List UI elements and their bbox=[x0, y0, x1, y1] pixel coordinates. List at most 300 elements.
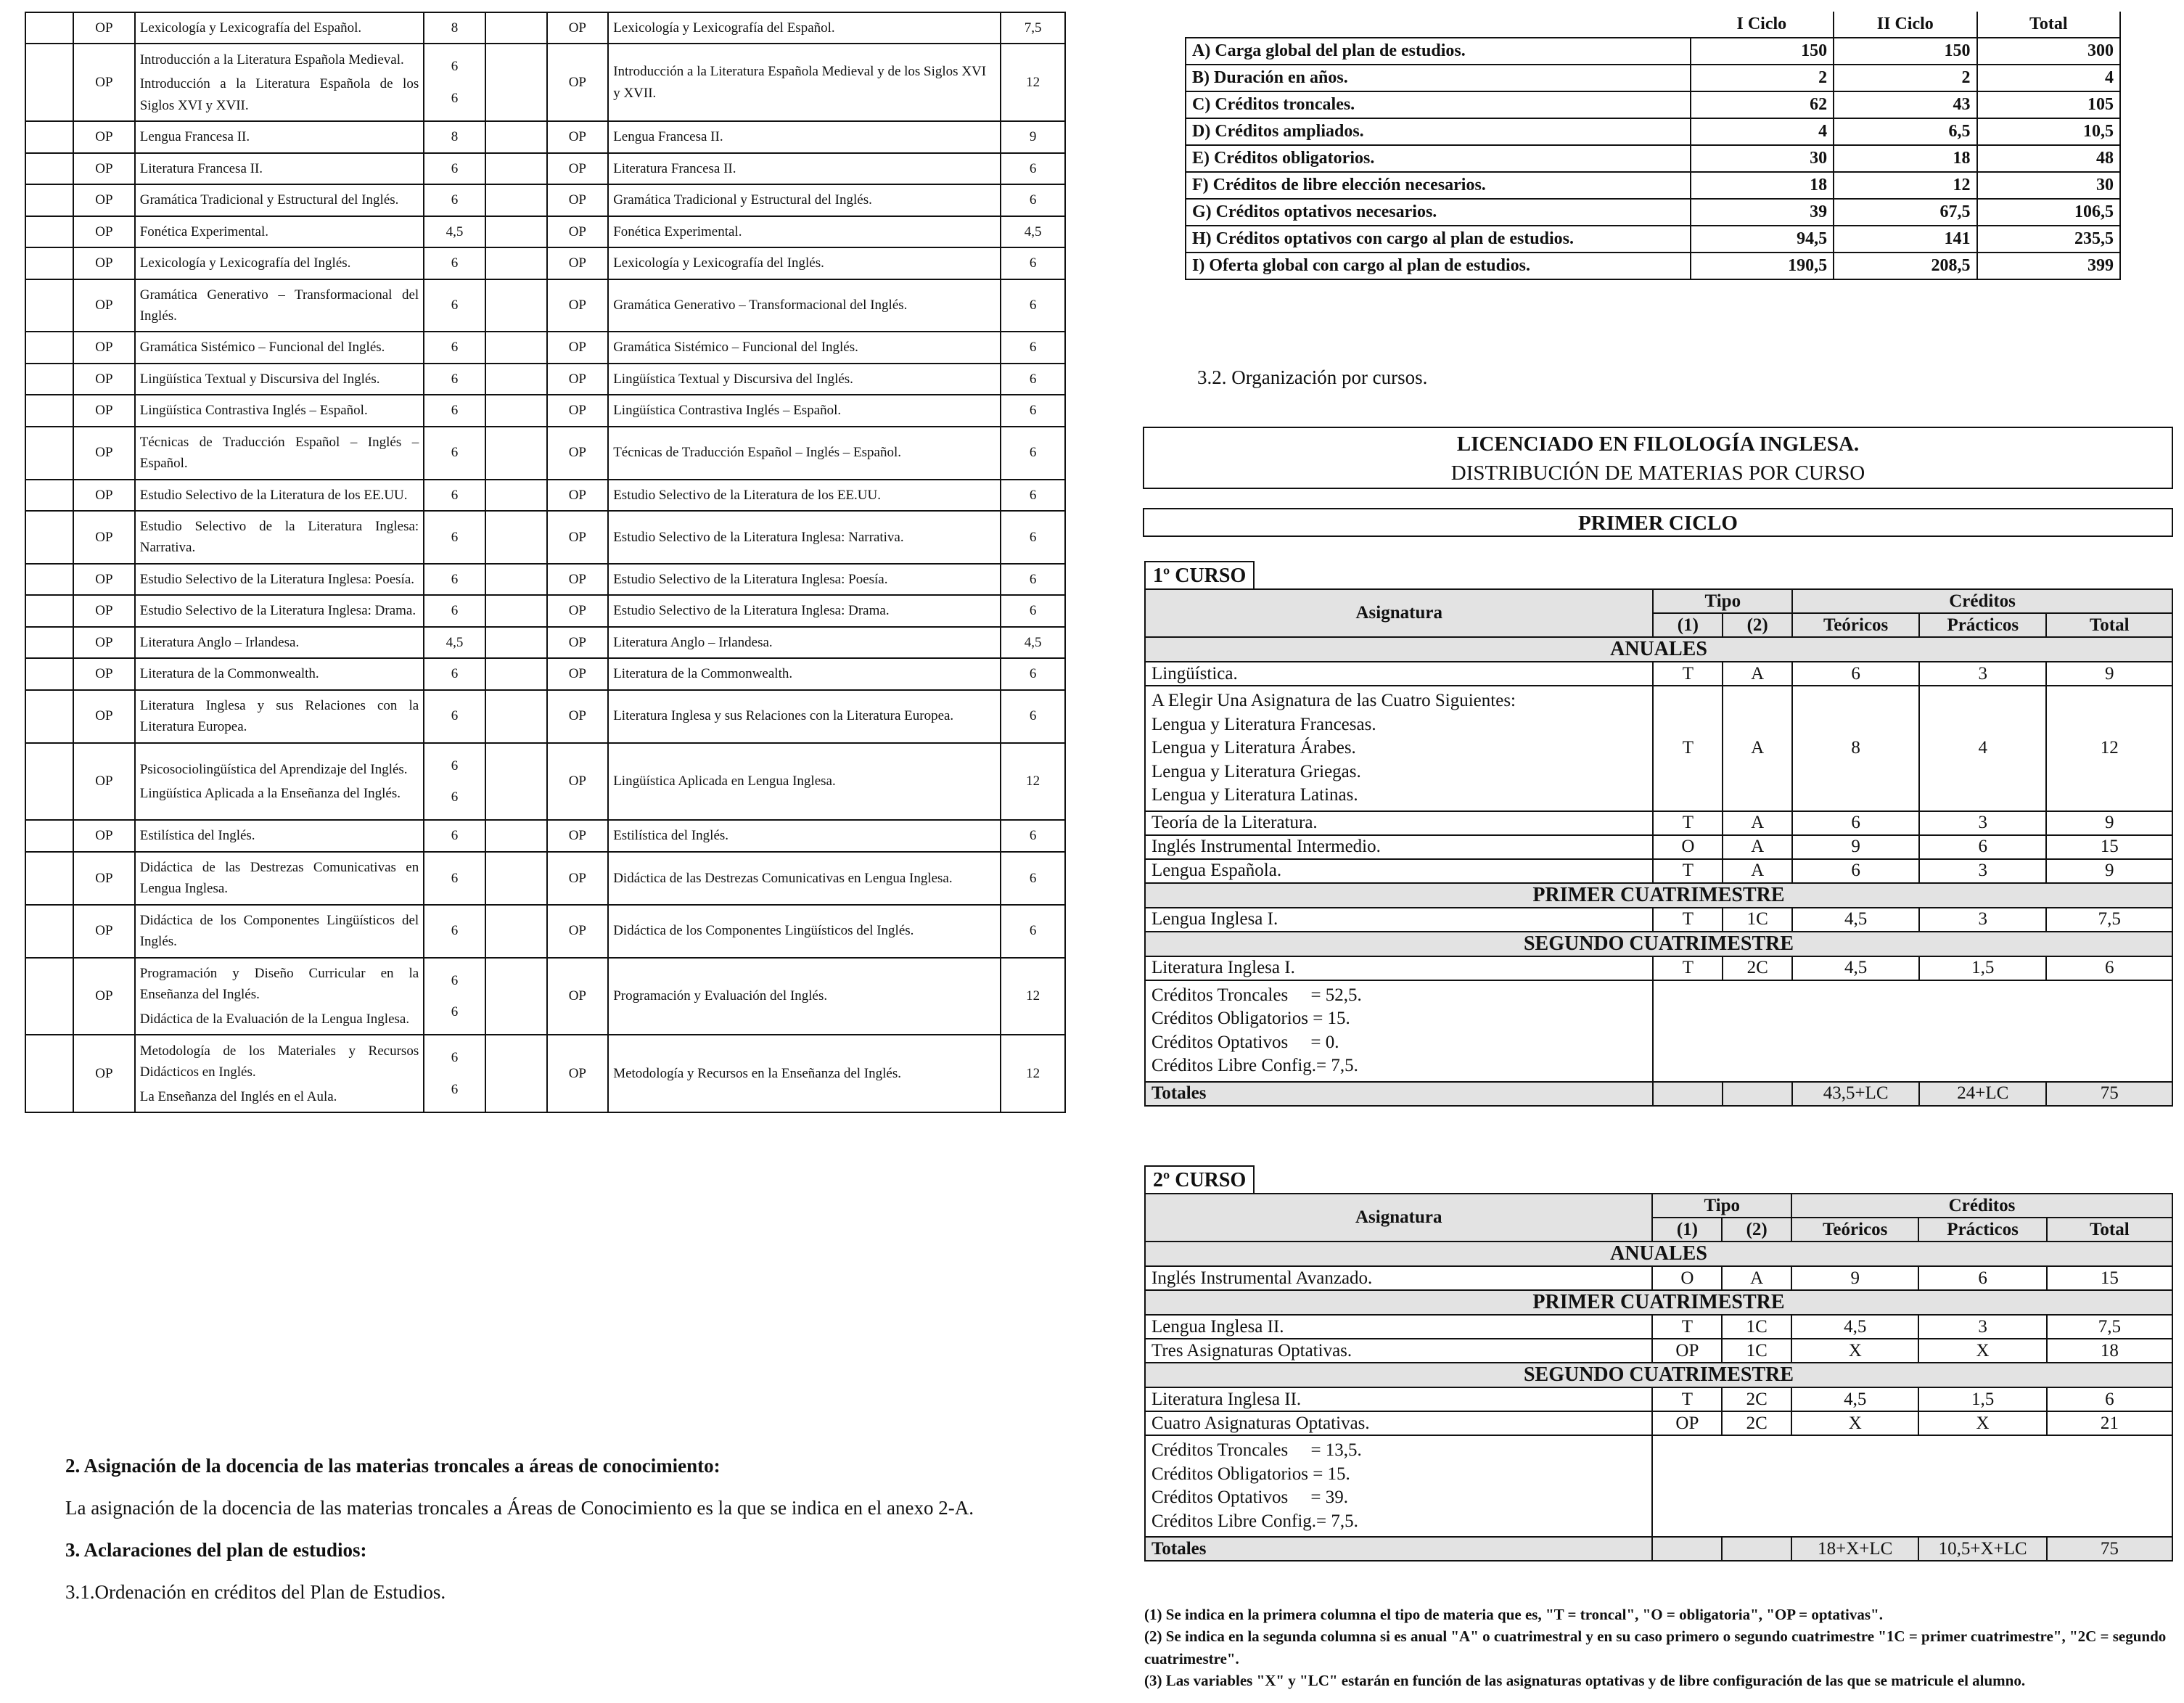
old-credits-text: 6 bbox=[451, 603, 459, 619]
table-row bbox=[1145, 811, 2172, 835]
table-row bbox=[1145, 835, 2172, 859]
course2-header-t2: (2) bbox=[1722, 1218, 1791, 1242]
empty-cell bbox=[485, 958, 547, 1035]
ciclo2-cell: 141 bbox=[1834, 226, 1976, 253]
course2-header-practicos: Prácticos bbox=[1918, 1218, 2046, 1242]
old-subject-cell bbox=[135, 852, 424, 905]
new-subject-cell: Estilística del Inglés. bbox=[608, 820, 1001, 851]
teoricos-cell: X bbox=[1791, 1339, 1918, 1363]
table-row bbox=[25, 658, 1065, 689]
summary-corner bbox=[1186, 12, 1691, 38]
old-credits-cell bbox=[424, 595, 485, 626]
new-type-cell: OP bbox=[547, 595, 609, 626]
course1-header-t1: (1) bbox=[1653, 613, 1723, 637]
teoricos-cell: 4,5 bbox=[1792, 956, 1919, 980]
total-cell: 7,5 bbox=[2047, 1315, 2172, 1339]
empty-cell bbox=[1652, 1435, 2172, 1537]
table-row bbox=[25, 690, 1065, 743]
table-row bbox=[1186, 91, 2120, 118]
course1-totales-label: Totales bbox=[1145, 1082, 1653, 1106]
empty-cell bbox=[1653, 1082, 1723, 1106]
old-subject-cell bbox=[135, 480, 424, 511]
course1-header-asignatura: Asignatura bbox=[1145, 589, 1653, 637]
summary-label-cell: A) Carga global del plan de estudios. bbox=[1186, 38, 1691, 65]
table-row bbox=[1145, 956, 2172, 980]
empty-cell bbox=[485, 332, 547, 363]
ciclo1-cell: 62 bbox=[1691, 91, 1834, 118]
section-3-1-paragraph: 3.1.Ordenación en créditos del Plan de Estudios. bbox=[65, 1580, 446, 1603]
empty-cell bbox=[25, 564, 73, 595]
old-subject-cell bbox=[135, 743, 424, 821]
elective-line: A Elegir Una Asignatura de las Cuatro Siguientes: bbox=[1151, 691, 1516, 710]
empty-cell bbox=[25, 427, 73, 480]
new-credits-cell: 6 bbox=[1001, 153, 1065, 184]
course2-header-teoricos: Teóricos bbox=[1791, 1218, 1918, 1242]
new-credits-cell: 9 bbox=[1001, 121, 1065, 152]
old-credits-cell bbox=[424, 658, 485, 689]
old-type-cell: OP bbox=[73, 332, 135, 363]
old-subject-text: Didáctica de los Componentes Lingüísticos del Inglés. bbox=[139, 912, 419, 950]
old-credits-cell bbox=[424, 564, 485, 595]
old-credits-text: 6 bbox=[451, 666, 459, 682]
total-cell: 235,5 bbox=[1977, 226, 2120, 253]
total-cell: 9 bbox=[2046, 811, 2172, 835]
old-type-cell: OP bbox=[73, 1035, 135, 1112]
new-subject-cell: Lingüística Contrastiva Inglés – Español. bbox=[608, 395, 1001, 426]
empty-cell bbox=[25, 184, 73, 216]
old-subject-text: Literatura Inglesa y sus Relaciones con la Literatura Europea. bbox=[139, 697, 419, 735]
footnote-3: (3) Las variables "X" y "LC" estarán en función de las asignaturas optativas y de libre configuración de las que se matricule el alumno. bbox=[1144, 1672, 2026, 1690]
new-subject-cell: Literatura Francesa II. bbox=[608, 153, 1001, 184]
new-subject-cell: Estudio Selectivo de la Literatura Inglesa: Narrativa. bbox=[608, 511, 1001, 564]
course2-totales-teoricos: 18+X+LC bbox=[1791, 1537, 1918, 1561]
empty-cell bbox=[25, 852, 73, 905]
tipo2-cell: 1C bbox=[1722, 1315, 1791, 1339]
old-credits-text: 6 bbox=[451, 1004, 459, 1019]
old-subject-cell bbox=[135, 153, 424, 184]
table-row bbox=[25, 627, 1065, 658]
summary-line: Créditos Libre Config.= 7,5. bbox=[1151, 1511, 1358, 1531]
course2-table bbox=[1144, 1193, 2173, 1562]
total-cell: 15 bbox=[2046, 835, 2172, 859]
old-credits-cell bbox=[424, 743, 485, 821]
empty-cell bbox=[485, 121, 547, 152]
new-type-cell: OP bbox=[547, 44, 609, 121]
old-credits-cell bbox=[424, 1035, 485, 1112]
old-type-cell: OP bbox=[73, 820, 135, 851]
organization-title: 3.2. Organización por cursos. bbox=[1197, 366, 1428, 388]
old-credits-text: 6 bbox=[451, 445, 459, 461]
empty-cell bbox=[485, 1035, 547, 1112]
total-cell: 30 bbox=[1977, 172, 2120, 199]
old-subject-text: Lengua Francesa II. bbox=[139, 129, 250, 145]
new-credits-cell: 6 bbox=[1001, 279, 1065, 332]
new-credits-cell: 12 bbox=[1001, 958, 1065, 1035]
empty-cell bbox=[25, 658, 73, 689]
course1-table bbox=[1144, 588, 2173, 1107]
new-subject-cell: Literatura de la Commonwealth. bbox=[608, 658, 1001, 689]
tipo1-cell: T bbox=[1653, 662, 1723, 686]
empty-cell bbox=[485, 12, 547, 44]
new-type-cell: OP bbox=[547, 216, 609, 247]
empty-cell bbox=[25, 480, 73, 511]
table-row bbox=[25, 852, 1065, 905]
teoricos-cell: 4,5 bbox=[1792, 908, 1919, 932]
table-row bbox=[25, 427, 1065, 480]
table-row bbox=[1186, 118, 2120, 145]
tipo1-cell: T bbox=[1653, 908, 1723, 932]
empty-cell bbox=[25, 958, 73, 1035]
empty-cell bbox=[1722, 1537, 1791, 1561]
total-cell: 399 bbox=[1977, 253, 2120, 279]
summary-label-cell: G) Créditos optativos necesarios. bbox=[1186, 199, 1691, 226]
empty-cell bbox=[25, 595, 73, 626]
old-type-cell: OP bbox=[73, 395, 135, 426]
empty-cell bbox=[485, 480, 547, 511]
old-credits-text: 6 bbox=[451, 255, 459, 271]
elective-line: Lengua y Literatura Latinas. bbox=[1151, 785, 1358, 805]
old-credits-cell bbox=[424, 427, 485, 480]
new-credits-cell: 6 bbox=[1001, 332, 1065, 363]
course2-section-primer: PRIMER CUATRIMESTRE bbox=[1145, 1290, 2172, 1315]
old-subject-text: Lingüística Textual y Discursiva del Inglés. bbox=[139, 371, 380, 387]
old-subject-cell bbox=[135, 690, 424, 743]
teoricos-cell: 6 bbox=[1792, 662, 1919, 686]
course2-section-segundo: SEGUNDO CUATRIMESTRE bbox=[1145, 1363, 2172, 1387]
new-type-cell: OP bbox=[547, 121, 609, 152]
new-credits-cell: 6 bbox=[1001, 395, 1065, 426]
new-credits-cell: 6 bbox=[1001, 427, 1065, 480]
tipo2-cell: A bbox=[1723, 662, 1792, 686]
old-credits-text: 8 bbox=[451, 129, 459, 145]
new-type-cell: OP bbox=[547, 395, 609, 426]
new-subject-cell: Técnicas de Traducción Español – Inglés – Español. bbox=[608, 427, 1001, 480]
old-credits-text: 6 bbox=[451, 340, 459, 356]
table-row bbox=[1145, 686, 2172, 811]
summary-label-cell: F) Créditos de libre elección necesarios. bbox=[1186, 172, 1691, 199]
course1-header-creditos: Créditos bbox=[1792, 589, 2172, 613]
subject-cell: Teoría de la Literatura. bbox=[1145, 811, 1653, 835]
new-credits-cell: 12 bbox=[1001, 1035, 1065, 1112]
old-subject-text: Programación y Diseño Curricular en la Enseñanza del Inglés. bbox=[139, 965, 419, 1003]
main-title-box bbox=[1143, 427, 2173, 489]
tipo1-cell: O bbox=[1652, 1266, 1722, 1290]
table-row bbox=[25, 395, 1065, 426]
tipo2-cell: 1C bbox=[1722, 1339, 1791, 1363]
old-type-cell: OP bbox=[73, 958, 135, 1035]
tipo1-cell: T bbox=[1653, 686, 1723, 811]
footnote-1: (1) Se indica en la primera columna el tipo de materia que es, "T = troncal", "O = obligatoria", "OP = optativas". bbox=[1144, 1606, 1883, 1623]
practicos-cell: X bbox=[1918, 1339, 2046, 1363]
course1-totales-teoricos: 43,5+LC bbox=[1792, 1082, 1919, 1106]
empty-cell bbox=[485, 658, 547, 689]
empty-cell bbox=[25, 247, 73, 279]
new-type-cell: OP bbox=[547, 1035, 609, 1112]
old-credits-text: 6 bbox=[451, 923, 459, 939]
new-credits-cell: 6 bbox=[1001, 690, 1065, 743]
new-type-cell: OP bbox=[547, 184, 609, 216]
total-cell: 12 bbox=[2046, 686, 2172, 811]
course2-totales-total: 75 bbox=[2047, 1537, 2172, 1561]
table-row bbox=[25, 332, 1065, 363]
old-credits-cell bbox=[424, 184, 485, 216]
ciclo1-cell: 30 bbox=[1691, 145, 1834, 172]
summary-body bbox=[1186, 38, 2120, 279]
tipo1-cell: T bbox=[1653, 859, 1723, 883]
old-subject-cell bbox=[135, 12, 424, 44]
old-subject-cell bbox=[135, 595, 424, 626]
credits-summary-table bbox=[1185, 12, 2121, 280]
empty-cell bbox=[25, 511, 73, 564]
new-credits-cell: 6 bbox=[1001, 364, 1065, 395]
summary-label-cell: B) Duración en años. bbox=[1186, 65, 1691, 91]
old-credits-cell bbox=[424, 44, 485, 121]
old-credits-cell bbox=[424, 958, 485, 1035]
summary-line: Créditos Troncales = 13,5. bbox=[1151, 1440, 1362, 1460]
old-type-cell: OP bbox=[73, 658, 135, 689]
old-subject-text: Lexicología y Lexicografía del Inglés. bbox=[139, 255, 351, 271]
table-row bbox=[1186, 199, 2120, 226]
teoricos-cell: 4,5 bbox=[1791, 1387, 1918, 1411]
ciclo2-cell: 12 bbox=[1834, 172, 1976, 199]
old-type-cell: OP bbox=[73, 595, 135, 626]
old-subject-cell bbox=[135, 279, 424, 332]
total-cell: 4 bbox=[1977, 65, 2120, 91]
new-type-cell: OP bbox=[547, 247, 609, 279]
summary-line: Créditos Troncales = 52,5. bbox=[1151, 985, 1362, 1005]
ciclo2-cell: 2 bbox=[1834, 65, 1976, 91]
summary-label-cell: H) Créditos optativos con cargo al plan de estudios. bbox=[1186, 226, 1691, 253]
summary-line: Créditos Obligatorios = 15. bbox=[1151, 1464, 1350, 1484]
old-credits-cell bbox=[424, 279, 485, 332]
new-subject-cell: Metodología y Recursos en la Enseñanza del Inglés. bbox=[608, 1035, 1001, 1112]
new-credits-cell: 12 bbox=[1001, 743, 1065, 821]
ciclo1-cell: 94,5 bbox=[1691, 226, 1834, 253]
table-row bbox=[25, 820, 1065, 851]
old-type-cell: OP bbox=[73, 852, 135, 905]
ciclo1-cell: 2 bbox=[1691, 65, 1834, 91]
old-subject-text: Estudio Selectivo de la Literatura de los EE.UU. bbox=[139, 487, 408, 503]
old-credits-text: 6 bbox=[451, 758, 459, 773]
subject-cell: Inglés Instrumental Intermedio. bbox=[1145, 835, 1653, 859]
course1-header-t2: (2) bbox=[1723, 613, 1792, 637]
table-row bbox=[25, 595, 1065, 626]
summary-header-ciclo1: I Ciclo bbox=[1691, 12, 1834, 38]
empty-cell bbox=[25, 1035, 73, 1112]
tipo1-cell: OP bbox=[1652, 1411, 1722, 1435]
tipo2-cell: A bbox=[1722, 1266, 1791, 1290]
tipo1-cell: T bbox=[1652, 1315, 1722, 1339]
section-2-paragraph: La asignación de la docencia de las materias troncales a Áreas de Conocimiento es la que se indica en el anexo 2-A. bbox=[65, 1496, 974, 1519]
old-subject-text: Estilística del Inglés. bbox=[139, 828, 255, 844]
ciclo2-cell: 67,5 bbox=[1834, 199, 1976, 226]
teoricos-cell: 9 bbox=[1791, 1266, 1918, 1290]
tipo1-cell: O bbox=[1653, 835, 1723, 859]
table-row bbox=[1145, 1266, 2172, 1290]
new-subject-cell: Estudio Selectivo de la Literatura de los EE.UU. bbox=[608, 480, 1001, 511]
old-credits-text: 6 bbox=[451, 371, 459, 387]
empty-cell bbox=[25, 121, 73, 152]
old-credits-text: 6 bbox=[451, 487, 459, 503]
practicos-cell: 1,5 bbox=[1919, 956, 2046, 980]
new-type-cell: OP bbox=[547, 480, 609, 511]
new-subject-cell: Literatura Anglo – Irlandesa. bbox=[608, 627, 1001, 658]
new-type-cell: OP bbox=[547, 332, 609, 363]
new-type-cell: OP bbox=[547, 564, 609, 595]
footnotes bbox=[1144, 1604, 2175, 1692]
ciclo2-cell: 18 bbox=[1834, 145, 1976, 172]
empty-cell bbox=[25, 216, 73, 247]
table-row bbox=[1186, 145, 2120, 172]
elective-line: Lengua y Literatura Árabes. bbox=[1151, 738, 1356, 758]
table-row bbox=[25, 216, 1065, 247]
subject-cell: Cuatro Asignaturas Optativas. bbox=[1145, 1411, 1652, 1435]
new-type-cell: OP bbox=[547, 12, 609, 44]
old-credits-text: 6 bbox=[451, 403, 459, 419]
tipo2-cell: A bbox=[1723, 835, 1792, 859]
old-subject-text: Fonética Experimental. bbox=[139, 223, 268, 239]
old-credits-cell bbox=[424, 852, 485, 905]
practicos-cell: 3 bbox=[1919, 859, 2046, 883]
new-subject-cell: Lexicología y Lexicografía del Inglés. bbox=[608, 247, 1001, 279]
new-subject-cell: Gramática Generativo – Transformacional del Inglés. bbox=[608, 279, 1001, 332]
old-credits-cell bbox=[424, 511, 485, 564]
subject-cell: Lengua Española. bbox=[1145, 859, 1653, 883]
old-subject-cell bbox=[135, 905, 424, 958]
teoricos-cell: 9 bbox=[1792, 835, 1919, 859]
old-subject-cell bbox=[135, 1035, 424, 1112]
old-type-cell: OP bbox=[73, 12, 135, 44]
tipo2-cell: 2C bbox=[1723, 956, 1792, 980]
section-3-heading: 3. Aclaraciones del plan de estudios: bbox=[65, 1538, 367, 1561]
table-row bbox=[25, 480, 1065, 511]
old-subject-cell bbox=[135, 184, 424, 216]
tipo2-cell: A bbox=[1723, 686, 1792, 811]
old-credits-text: 6 bbox=[451, 297, 459, 313]
ciclo2-cell: 150 bbox=[1834, 38, 1976, 65]
section-2-heading: 2. Asignación de la docencia de las materias troncales a áreas de conocimiento: bbox=[65, 1455, 721, 1477]
ciclo1-cell: 39 bbox=[1691, 199, 1834, 226]
empty-cell bbox=[485, 395, 547, 426]
new-credits-cell: 12 bbox=[1001, 44, 1065, 121]
old-type-cell: OP bbox=[73, 480, 135, 511]
old-type-cell: OP bbox=[73, 627, 135, 658]
old-subject-text: Literatura Anglo – Irlandesa. bbox=[139, 634, 300, 650]
old-subject-text: Didáctica de las Destrezas Comunicativas en Lengua Inglesa. bbox=[139, 859, 419, 897]
course1-header-practicos: Prácticos bbox=[1919, 613, 2046, 637]
empty-cell bbox=[25, 395, 73, 426]
old-type-cell: OP bbox=[73, 216, 135, 247]
old-credits-text: 8 bbox=[451, 20, 459, 36]
summary-header-total: Total bbox=[1977, 12, 2120, 38]
subject-cell: Literatura Inglesa II. bbox=[1145, 1387, 1652, 1411]
old-type-cell: OP bbox=[73, 279, 135, 332]
table-row bbox=[1186, 38, 2120, 65]
new-type-cell: OP bbox=[547, 153, 609, 184]
course2-header-asignatura: Asignatura bbox=[1145, 1194, 1652, 1242]
old-subject-cell bbox=[135, 44, 424, 121]
old-subject-text: Literatura de la Commonwealth. bbox=[139, 666, 319, 682]
tipo2-cell: 2C bbox=[1722, 1411, 1791, 1435]
table-row bbox=[1145, 1315, 2172, 1339]
empty-cell bbox=[485, 511, 547, 564]
old-subject-cell bbox=[135, 958, 424, 1035]
tipo1-cell: T bbox=[1653, 956, 1723, 980]
practicos-cell: 3 bbox=[1919, 908, 2046, 932]
new-credits-cell: 6 bbox=[1001, 820, 1065, 851]
old-credits-text: 6 bbox=[451, 90, 459, 106]
empty-cell bbox=[485, 184, 547, 216]
old-type-cell: OP bbox=[73, 427, 135, 480]
total-cell: 9 bbox=[2046, 662, 2172, 686]
old-subject-cell bbox=[135, 564, 424, 595]
old-subject-cell bbox=[135, 427, 424, 480]
new-credits-cell: 7,5 bbox=[1001, 12, 1065, 44]
old-subject-text: La Enseñanza del Inglés en el Aula. bbox=[139, 1088, 337, 1104]
course1-header-tipo: Tipo bbox=[1653, 589, 1792, 613]
empty-cell bbox=[485, 427, 547, 480]
ciclo-heading: PRIMER CICLO bbox=[1143, 508, 2173, 537]
teoricos-cell: X bbox=[1791, 1411, 1918, 1435]
practicos-cell: X bbox=[1918, 1411, 2046, 1435]
summary-label-cell: D) Créditos ampliados. bbox=[1186, 118, 1691, 145]
old-subject-cell bbox=[135, 511, 424, 564]
new-subject-cell: Lingüística Textual y Discursiva del Inglés. bbox=[608, 364, 1001, 395]
equivalence-table bbox=[25, 12, 1066, 1113]
empty-cell bbox=[485, 216, 547, 247]
practicos-cell: 1,5 bbox=[1918, 1387, 2046, 1411]
ciclo2-cell: 208,5 bbox=[1834, 253, 1976, 279]
new-credits-cell: 6 bbox=[1001, 480, 1065, 511]
new-subject-cell: Programación y Evaluación del Inglés. bbox=[608, 958, 1001, 1035]
table-row bbox=[1186, 226, 2120, 253]
summary-line: Créditos Libre Config.= 7,5. bbox=[1151, 1056, 1358, 1075]
course2-header-total: Total bbox=[2047, 1218, 2172, 1242]
course1-credit-summary bbox=[1145, 980, 1653, 1082]
total-cell: 48 bbox=[1977, 145, 2120, 172]
table-row bbox=[25, 44, 1065, 121]
course2-section-anuales: ANUALES bbox=[1145, 1242, 2172, 1266]
teoricos-cell: 4,5 bbox=[1791, 1315, 1918, 1339]
old-credits-text: 6 bbox=[451, 529, 459, 545]
left-bottom-text bbox=[65, 1451, 1038, 1619]
old-credits-cell bbox=[424, 364, 485, 395]
new-type-cell: OP bbox=[547, 658, 609, 689]
tipo2-cell: 1C bbox=[1723, 908, 1792, 932]
new-type-cell: OP bbox=[547, 820, 609, 851]
course1-section-primer: PRIMER CUATRIMESTRE bbox=[1145, 883, 2172, 908]
main-title-line2: DISTRIBUCIÓN DE MATERIAS POR CURSO bbox=[1450, 461, 1865, 485]
old-credits-text: 6 bbox=[451, 789, 459, 805]
table-row bbox=[25, 153, 1065, 184]
empty-cell bbox=[485, 44, 547, 121]
empty-cell bbox=[1723, 1082, 1792, 1106]
total-cell: 21 bbox=[2047, 1411, 2172, 1435]
old-type-cell: OP bbox=[73, 44, 135, 121]
new-credits-cell: 6 bbox=[1001, 511, 1065, 564]
course2-header-tipo: Tipo bbox=[1652, 1194, 1791, 1218]
old-credits-text: 6 bbox=[451, 571, 459, 587]
old-subject-text: Estudio Selectivo de la Literatura Inglesa: Drama. bbox=[139, 603, 416, 619]
teoricos-cell: 6 bbox=[1792, 859, 1919, 883]
old-subject-text: Didáctica de la Evaluación de la Lengua Inglesa. bbox=[139, 1011, 410, 1027]
old-subject-cell bbox=[135, 121, 424, 152]
empty-cell bbox=[25, 905, 73, 958]
empty-cell bbox=[25, 44, 73, 121]
old-type-cell: OP bbox=[73, 364, 135, 395]
summary-line: Créditos Optativos = 0. bbox=[1151, 1032, 1339, 1052]
ciclo2-cell: 43 bbox=[1834, 91, 1976, 118]
